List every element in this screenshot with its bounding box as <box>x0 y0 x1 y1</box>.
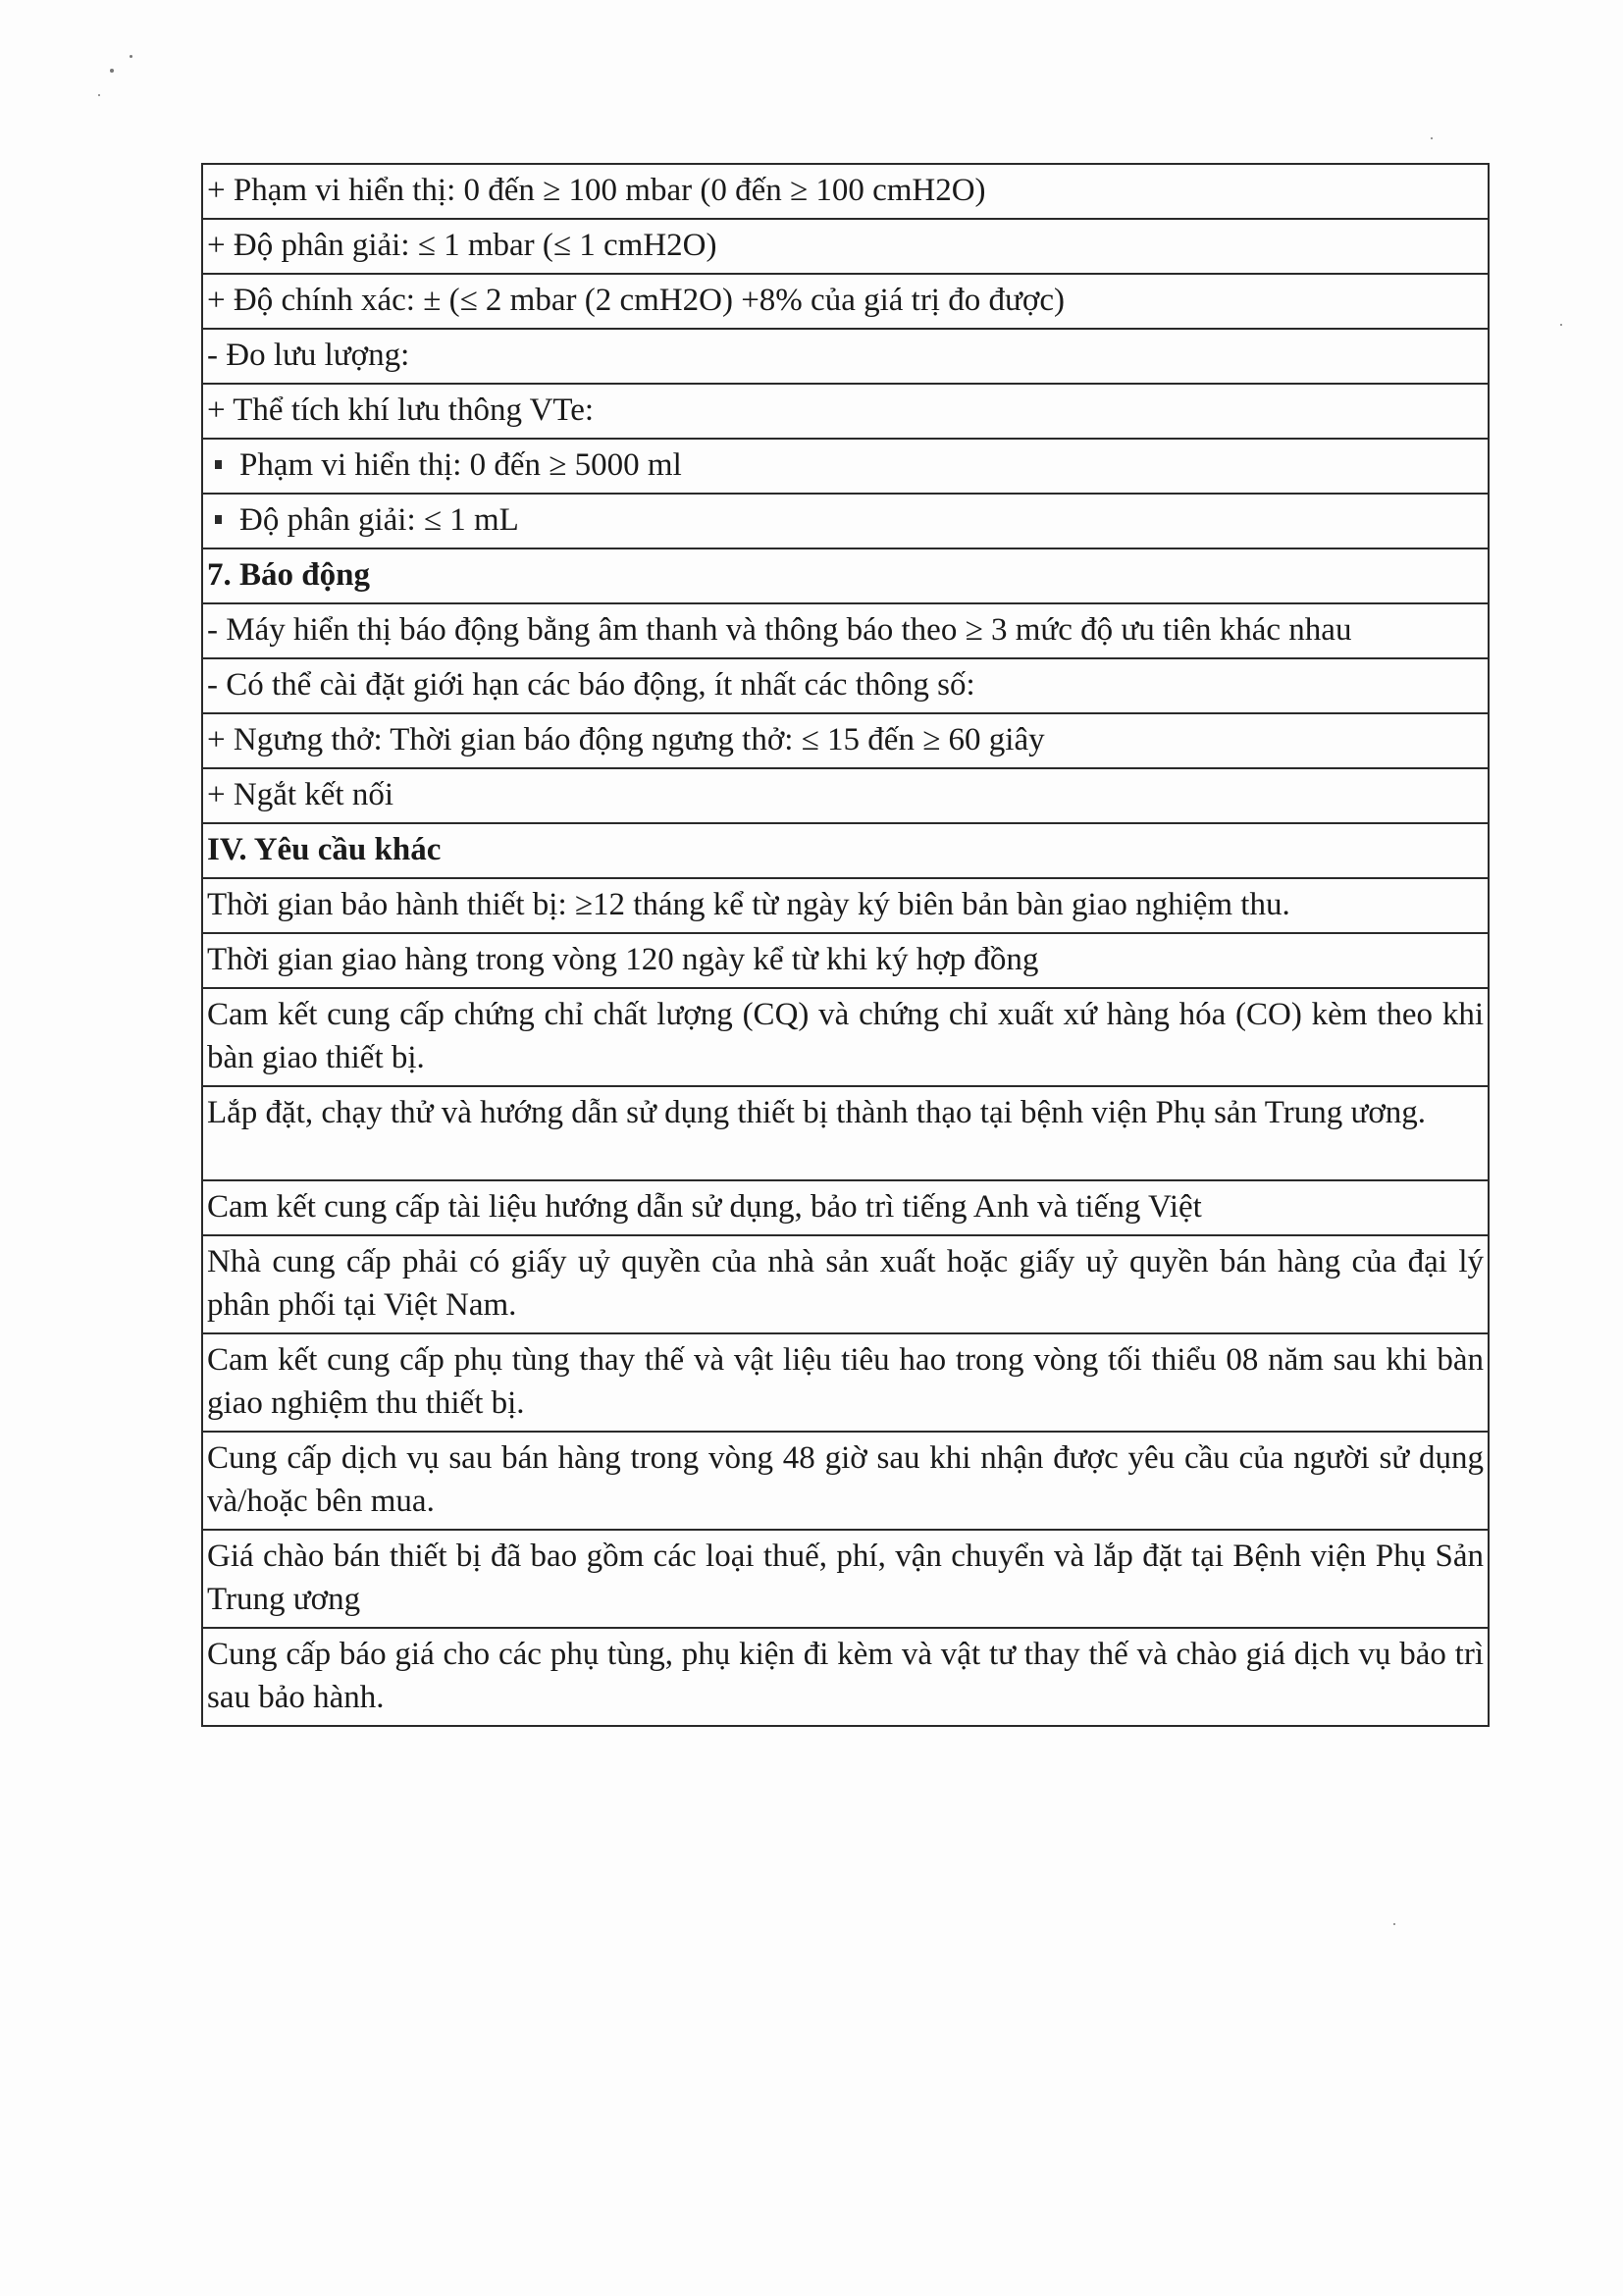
scan-speck <box>1431 137 1433 139</box>
scan-speck <box>1560 324 1562 326</box>
table-row <box>202 548 1489 603</box>
scan-speck <box>1393 1923 1395 1925</box>
table-cell: Lắp đặt, chạy thử và hướng dẫn sử dụng thiết bị thành thạo tại bệnh viện Phụ sản Trung ương. <box>202 1086 1489 1180</box>
table-row <box>202 164 1489 219</box>
table-row <box>202 219 1489 274</box>
table-cell: + Phạm vi hiển thị: 0 đến ≥ 100 mbar (0 đến ≥ 100 cmH2O) <box>202 164 1489 219</box>
table-row <box>202 494 1489 548</box>
square-bullet-icon <box>215 515 222 524</box>
section-heading: IV. Yêu cầu khác <box>202 823 1489 878</box>
table-row <box>202 1333 1489 1432</box>
square-bullet-icon <box>215 460 222 469</box>
table-cell: Cam kết cung cấp chứng chỉ chất lượng (CQ) và chứng chỉ xuất xứ hàng hóa (CO) kèm theo khi bàn giao thiết bị. <box>202 988 1489 1086</box>
table-row <box>202 274 1489 329</box>
table-row <box>202 933 1489 988</box>
table-row <box>202 713 1489 768</box>
table-cell: Cung cấp báo giá cho các phụ tùng, phụ kiện đi kèm và vật tư thay thế và chào giá dịch vụ bảo trì sau bảo hành. <box>202 1628 1489 1726</box>
table-row <box>202 1628 1489 1726</box>
table-cell: Nhà cung cấp phải có giấy uỷ quyền của nhà sản xuất hoặc giấy uỷ quyền bán hàng của đại lý phân phối tại Việt Nam. <box>202 1235 1489 1333</box>
table-row <box>202 823 1489 878</box>
table-cell: + Thể tích khí lưu thông VTe: <box>202 384 1489 439</box>
table-row <box>202 878 1489 933</box>
table-row <box>202 1086 1489 1180</box>
table-cell: Thời gian giao hàng trong vòng 120 ngày kể từ khi ký hợp đồng <box>202 933 1489 988</box>
table-row <box>202 1530 1489 1628</box>
table-cell: Cam kết cung cấp phụ tùng thay thế và vật liệu tiêu hao trong vòng tối thiểu 08 năm sau khi bàn giao nghiệm thu thiết bị. <box>202 1333 1489 1432</box>
bullet-text: Độ phân giải: ≤ 1 mL <box>239 502 519 538</box>
table-cell: + Độ phân giải: ≤ 1 mbar (≤ 1 cmH2O) <box>202 219 1489 274</box>
table-cell: Thời gian bảo hành thiết bị: ≥12 tháng kể từ ngày ký biên bản bàn giao nghiệm thu. <box>202 878 1489 933</box>
table-cell: + Độ chính xác: ± (≤ 2 mbar (2 cmH2O) +8% của giá trị đo được) <box>202 274 1489 329</box>
table-row <box>202 603 1489 658</box>
table-cell <box>202 494 1489 548</box>
table-row <box>202 988 1489 1086</box>
table-cell: Cung cấp dịch vụ sau bán hàng trong vòng 48 giờ sau khi nhận được yêu cầu của người sử dụng và/hoặc bên mua. <box>202 1432 1489 1530</box>
table-row <box>202 1180 1489 1235</box>
table-row <box>202 1235 1489 1333</box>
table-row <box>202 768 1489 823</box>
table-cell: - Có thể cài đặt giới hạn các báo động, ít nhất các thông số: <box>202 658 1489 713</box>
table-cell: Cam kết cung cấp tài liệu hướng dẫn sử dụng, bảo trì tiếng Anh và tiếng Việt <box>202 1180 1489 1235</box>
table-row <box>202 329 1489 384</box>
table-cell: + Ngưng thở: Thời gian báo động ngưng thở: ≤ 15 đến ≥ 60 giây <box>202 713 1489 768</box>
scan-speck <box>98 94 100 96</box>
table-cell: Giá chào bán thiết bị đã bao gồm các loại thuế, phí, vận chuyển và lắp đặt tại Bệnh viện Phụ Sản Trung ương <box>202 1530 1489 1628</box>
table-cell: + Ngắt kết nối <box>202 768 1489 823</box>
table-row <box>202 1432 1489 1530</box>
table-row <box>202 384 1489 439</box>
specification-table <box>201 163 1490 1727</box>
table-cell: - Đo lưu lượng: <box>202 329 1489 384</box>
bullet-text: Phạm vi hiển thị: 0 đến ≥ 5000 ml <box>239 447 682 483</box>
scan-speck <box>110 69 114 73</box>
table-cell <box>202 439 1489 494</box>
table-cell: - Máy hiển thị báo động bằng âm thanh và thông báo theo ≥ 3 mức độ ưu tiên khác nhau <box>202 603 1489 658</box>
table-row <box>202 658 1489 713</box>
scan-speck <box>130 55 132 58</box>
section-heading: 7. Báo động <box>202 548 1489 603</box>
table-row <box>202 439 1489 494</box>
